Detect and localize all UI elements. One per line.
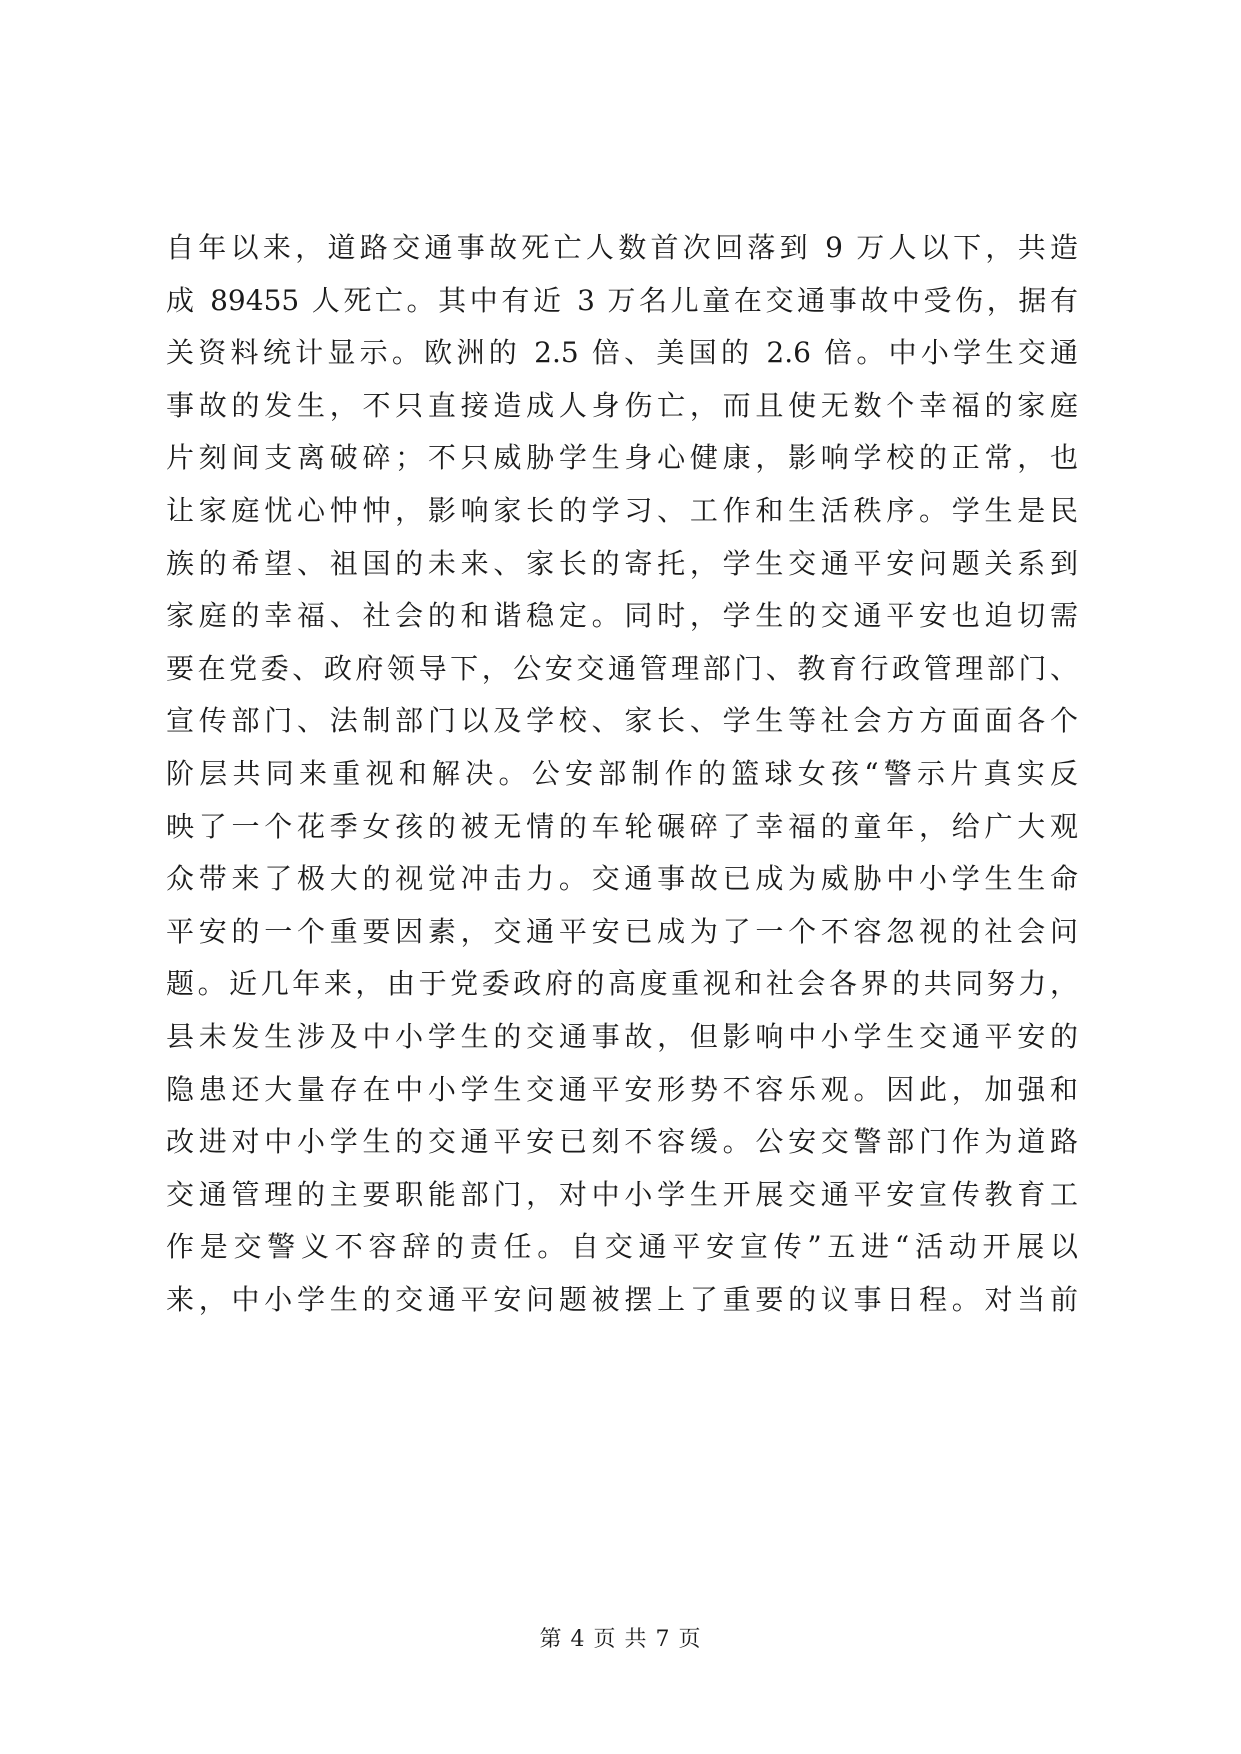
text-line: 题。近几年来，由于党委政府的高度重视和社会各界的共同努力， — [166, 967, 1078, 1001]
page-footer — [0, 1622, 1241, 1653]
text-line: 改进对中小学生的交通平安已刻不容缓。公安交警部门作为道路 — [166, 1125, 1078, 1159]
text-line: 平安的一个重要因素，交通平安已成为了一个不容忽视的社会问 — [166, 914, 1078, 948]
page-number-label: 第 4 页 共 7 页 — [539, 1627, 702, 1652]
text-line: 宣传部门、法制部门以及学校、家长、学生等社会方方面面各个 — [166, 704, 1078, 738]
text-line: 隐患还大量存在中小学生交通平安形势不容乐观。因此，加强和 — [166, 1072, 1078, 1106]
text-line: 映了一个花季女孩的被无情的车轮碾碎了幸福的童年，给广大观 — [166, 809, 1078, 843]
text-line: 众带来了极大的视觉冲击力。交通事故已成为威胁中小学生生命 — [166, 862, 1078, 896]
text-line: 家庭的幸福、社会的和谐稳定。同时，学生的交通平安也迫切需 — [166, 599, 1078, 633]
text-line: 事故的发生，不只直接造成人身伤亡，而且使无数个幸福的家庭 — [166, 388, 1078, 422]
text-line: 关资料统计显示。欧洲的 2.5 倍、美国的 2.6 倍。中小学生交通 — [166, 336, 1078, 370]
text-line: 来，中小学生的交通平安问题被摆上了重要的议事日程。对当前 — [166, 1282, 1078, 1316]
text-line: 县未发生涉及中小学生的交通事故，但影响中小学生交通平安的 — [166, 1019, 1078, 1053]
text-line: 作是交警义不容辞的责任。自交通平安宣传”五进“活动开展以 — [166, 1230, 1078, 1264]
text-line: 阶层共同来重视和解决。公安部制作的篮球女孩“警示片真实反 — [166, 756, 1078, 790]
body-text — [166, 222, 1078, 1326]
text-line: 成 89455 人死亡。其中有近 3 万名儿童在交通事故中受伤，据有 — [166, 283, 1078, 317]
text-line: 让家庭忧心忡忡，影响家长的学习、工作和生活秩序。学生是民 — [166, 493, 1078, 527]
text-line: 自年以来，道路交通事故死亡人数首次回落到 9 万人以下，共造 — [166, 231, 1078, 264]
text-line: 要在党委、政府领导下，公安交通管理部门、教育行政管理部门、 — [166, 651, 1078, 685]
text-line: 交通管理的主要职能部门，对中小学生开展交通平安宣传教育工 — [166, 1177, 1078, 1211]
text-line: 片刻间支离破碎；不只威胁学生身心健康，影响学校的正常，也 — [166, 441, 1078, 475]
text-line: 族的希望、祖国的未来、家长的寄托，学生交通平安问题关系到 — [166, 546, 1078, 580]
